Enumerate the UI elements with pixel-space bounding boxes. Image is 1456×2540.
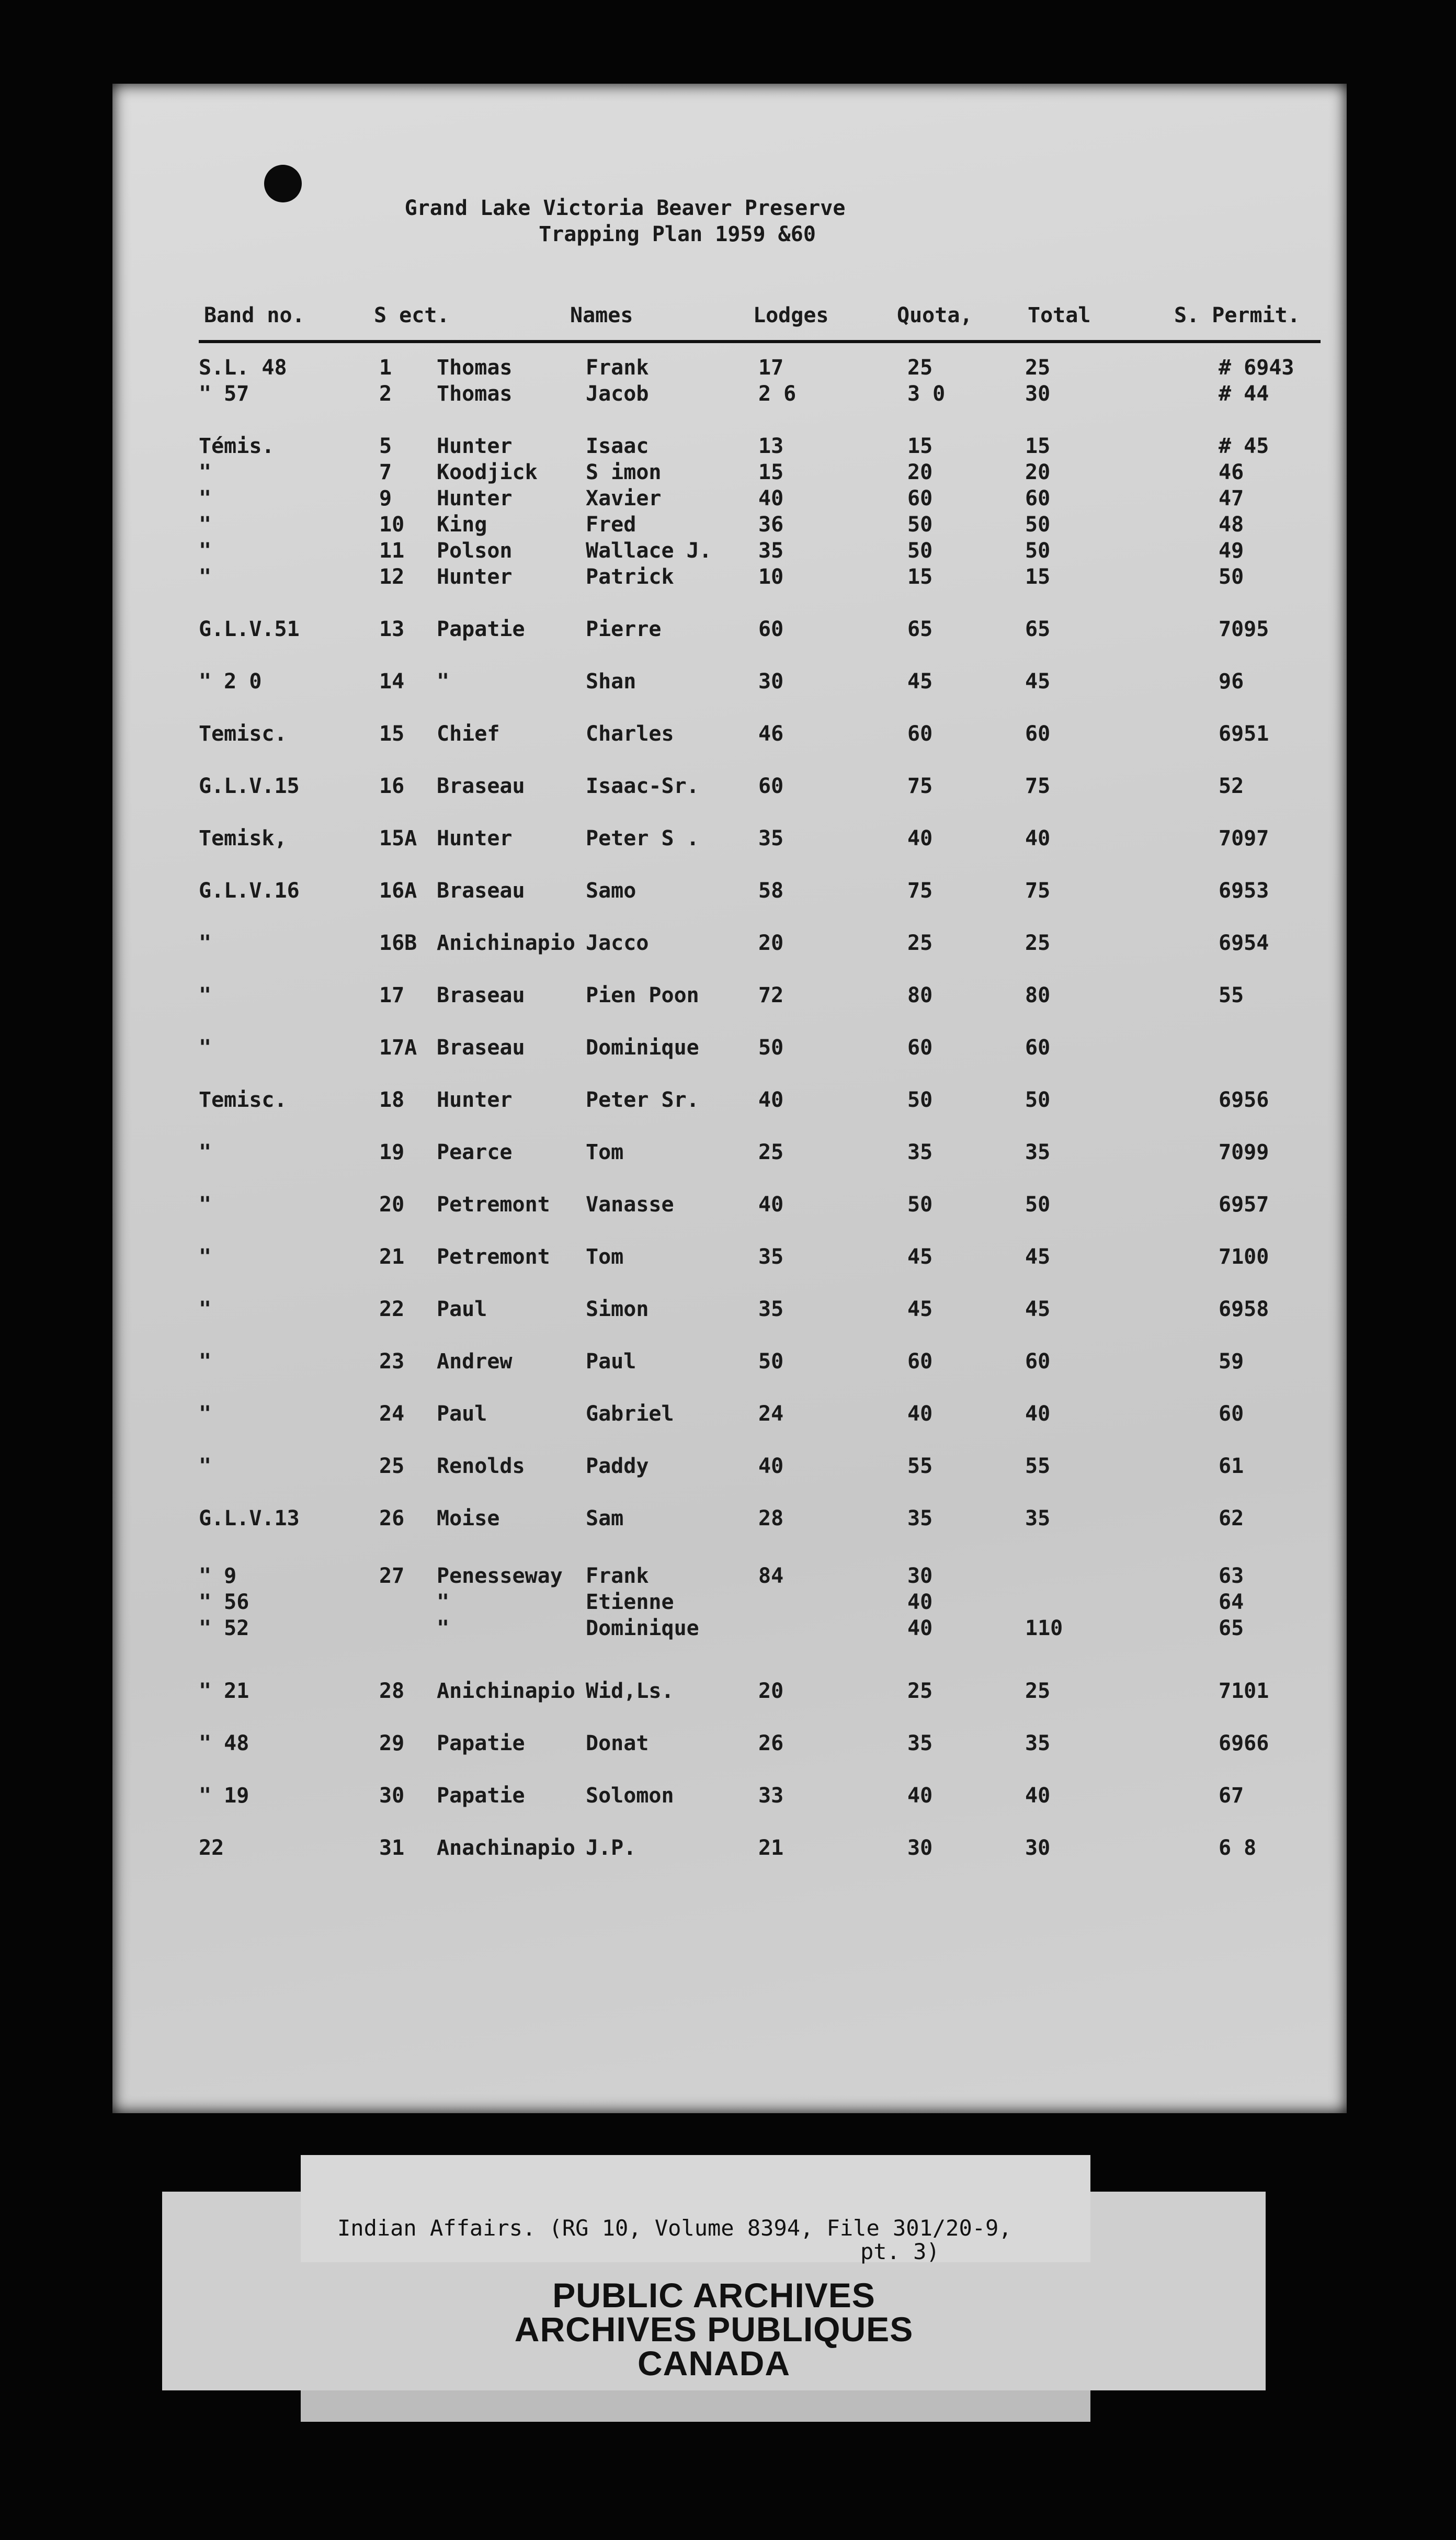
cell-total: 50: [1025, 1193, 1051, 1217]
cell-total: 40: [1025, 1784, 1051, 1808]
cell-surname: Anichinapio: [437, 1679, 575, 1703]
cell-surname: Anachinapio: [437, 1836, 575, 1860]
cell-sect: 1: [379, 356, 392, 380]
cell-total: 45: [1025, 670, 1051, 694]
cell-given-name: Frank: [586, 1564, 649, 1588]
cell-total: 35: [1025, 1140, 1051, 1164]
cell-permit: 7101: [1219, 1679, 1269, 1703]
cell-surname: Andrew: [437, 1350, 513, 1374]
cell-lodges: 25: [758, 1140, 784, 1164]
cell-given-name: Solomon: [586, 1784, 674, 1808]
cell-total: 20: [1025, 460, 1051, 484]
cell-quota: 55: [907, 1454, 933, 1478]
document-title: Grand Lake Victoria Beaver Preserve: [404, 196, 846, 220]
cell-sect: 14: [379, 670, 405, 694]
cell-band-no: " 52: [199, 1616, 249, 1640]
cell-surname: Petremont: [437, 1245, 550, 1269]
cell-lodges: 13: [758, 434, 784, 458]
cell-given-name: Tom: [586, 1140, 624, 1164]
cell-band-no: ": [199, 1245, 212, 1269]
cell-quota: 45: [907, 670, 933, 694]
cell-quota: 45: [907, 1297, 933, 1321]
cell-band-no: ": [199, 513, 212, 537]
cell-total: 30: [1025, 1836, 1051, 1860]
cell-permit: 6 8: [1219, 1836, 1257, 1860]
cell-lodges: 35: [758, 539, 784, 563]
cell-given-name: Wallace J.: [586, 539, 712, 563]
cell-quota: 40: [907, 1616, 933, 1640]
cell-band-no: ": [199, 460, 212, 484]
cell-lodges: 36: [758, 513, 784, 537]
cell-given-name: Samo: [586, 879, 636, 903]
header-quota: Quota,: [897, 303, 973, 327]
cell-lodges: 26: [758, 1731, 784, 1755]
cell-surname: Chief: [437, 722, 500, 746]
cell-band-no: ": [199, 983, 212, 1007]
cell-surname: Papatie: [437, 617, 525, 641]
cell-band-no: " 19: [199, 1784, 249, 1808]
cell-total: 55: [1025, 1454, 1051, 1478]
cell-permit: 60: [1219, 1402, 1244, 1426]
archive-reference-part: pt. 3): [860, 2239, 940, 2264]
cell-given-name: Jacob: [586, 382, 649, 406]
cell-band-no: 22: [199, 1836, 224, 1860]
cell-permit: 7097: [1219, 826, 1269, 851]
cell-surname: Hunter: [437, 1088, 513, 1112]
cell-quota: 25: [907, 931, 933, 955]
cell-quota: 60: [907, 1036, 933, 1060]
cell-quota: 50: [907, 539, 933, 563]
cell-lodges: 2 6: [758, 382, 797, 406]
cell-permit: 64: [1219, 1590, 1244, 1614]
cell-given-name: Dominique: [586, 1616, 699, 1640]
cell-sect: 19: [379, 1140, 405, 1164]
cell-sect: 17: [379, 983, 405, 1007]
cell-total: 25: [1025, 356, 1051, 380]
cell-lodges: 40: [758, 1088, 784, 1112]
cell-total: 50: [1025, 1088, 1051, 1112]
header-rule: [199, 340, 1321, 343]
cell-given-name: Paddy: [586, 1454, 649, 1478]
cell-permit: 6956: [1219, 1088, 1269, 1112]
cell-band-no: ": [199, 1402, 212, 1426]
cell-band-no: G.L.V.16: [199, 879, 300, 903]
cell-permit: 55: [1219, 983, 1244, 1007]
cell-total: 60: [1025, 722, 1051, 746]
cell-lodges: 20: [758, 1679, 784, 1703]
cell-total: 75: [1025, 879, 1051, 903]
cell-band-no: ": [199, 565, 212, 589]
cell-permit: 48: [1219, 513, 1244, 537]
cell-sect: 17A: [379, 1036, 417, 1060]
cell-band-no: " 21: [199, 1679, 249, 1703]
cell-given-name: Frank: [586, 356, 649, 380]
cell-lodges: 84: [758, 1564, 784, 1588]
cell-lodges: 15: [758, 460, 784, 484]
cell-permit: 61: [1219, 1454, 1244, 1478]
cell-sect: 16: [379, 774, 405, 798]
cell-given-name: Dominique: [586, 1036, 699, 1060]
cell-surname: Hunter: [437, 486, 513, 511]
header-band-no: Band no.: [204, 303, 305, 327]
cell-permit: # 6943: [1219, 356, 1294, 380]
cell-surname: Penesseway: [437, 1564, 563, 1588]
cell-permit: 67: [1219, 1784, 1244, 1808]
cell-quota: 75: [907, 879, 933, 903]
cell-sect: 29: [379, 1731, 405, 1755]
cell-permit: # 44: [1219, 382, 1269, 406]
cell-surname: Paul: [437, 1297, 487, 1321]
document-page: [112, 84, 1347, 2113]
cell-permit: 6957: [1219, 1193, 1269, 1217]
cell-surname: Polson: [437, 539, 513, 563]
cell-quota: 35: [907, 1140, 933, 1164]
cell-quota: 25: [907, 356, 933, 380]
cell-given-name: Pierre: [586, 617, 662, 641]
cell-lodges: 50: [758, 1036, 784, 1060]
cell-quota: 30: [907, 1836, 933, 1860]
cell-given-name: Isaac: [586, 434, 649, 458]
cell-quota: 45: [907, 1245, 933, 1269]
cell-permit: 96: [1219, 670, 1244, 694]
cell-surname: Petremont: [437, 1193, 550, 1217]
archive-reference: Indian Affairs. (RG 10, Volume 8394, File 301/20-9,: [337, 2215, 1012, 2241]
cell-permit: 7095: [1219, 617, 1269, 641]
label-strip: [301, 2390, 1090, 2422]
cell-permit: 63: [1219, 1564, 1244, 1588]
cell-band-no: G.L.V.51: [199, 617, 300, 641]
cell-given-name: Fred: [586, 513, 636, 537]
cell-total: 65: [1025, 617, 1051, 641]
cell-surname: ": [437, 670, 450, 694]
cell-quota: 35: [907, 1731, 933, 1755]
cell-sect: 18: [379, 1088, 405, 1112]
cell-quota: 75: [907, 774, 933, 798]
cell-sect: 2: [379, 382, 392, 406]
cell-quota: 50: [907, 513, 933, 537]
cell-given-name: S imon: [586, 460, 662, 484]
cell-given-name: Etienne: [586, 1590, 674, 1614]
stamp-line-1: PUBLIC ARCHIVES: [552, 2276, 875, 2315]
header-permit: S. Permit.: [1174, 303, 1300, 327]
cell-band-no: ": [199, 1297, 212, 1321]
cell-lodges: 35: [758, 1245, 784, 1269]
cell-permit: 47: [1219, 486, 1244, 511]
cell-sect: 21: [379, 1245, 405, 1269]
cell-surname: Papatie: [437, 1784, 525, 1808]
cell-total: 25: [1025, 1679, 1051, 1703]
cell-total: 50: [1025, 539, 1051, 563]
cell-surname: Renolds: [437, 1454, 525, 1478]
cell-total: 75: [1025, 774, 1051, 798]
cell-quota: 50: [907, 1193, 933, 1217]
cell-permit: 6951: [1219, 722, 1269, 746]
cell-surname: Pearce: [437, 1140, 513, 1164]
cell-permit: # 45: [1219, 434, 1269, 458]
cell-total: 35: [1025, 1731, 1051, 1755]
cell-lodges: 60: [758, 617, 784, 641]
cell-band-no: Temisk,: [199, 826, 287, 851]
cell-total: 110: [1025, 1616, 1063, 1640]
cell-lodges: 60: [758, 774, 784, 798]
cell-quota: 3 0: [907, 382, 946, 406]
cell-surname: Braseau: [437, 1036, 525, 1060]
cell-lodges: 46: [758, 722, 784, 746]
cell-lodges: 40: [758, 1193, 784, 1217]
cell-sect: 31: [379, 1836, 405, 1860]
cell-given-name: Simon: [586, 1297, 649, 1321]
cell-given-name: Patrick: [586, 565, 674, 589]
cell-given-name: Pien Poon: [586, 983, 699, 1007]
cell-sect: 16B: [379, 931, 417, 955]
cell-quota: 40: [907, 1402, 933, 1426]
cell-quota: 40: [907, 1590, 933, 1614]
cell-given-name: Charles: [586, 722, 674, 746]
cell-given-name: Sam: [586, 1506, 624, 1530]
cell-sect: 15A: [379, 826, 417, 851]
header-names: Names: [570, 303, 633, 327]
cell-sect: 26: [379, 1506, 405, 1530]
cell-sect: 25: [379, 1454, 405, 1478]
cell-total: 30: [1025, 382, 1051, 406]
cell-band-no: ": [199, 1454, 212, 1478]
cell-lodges: 28: [758, 1506, 784, 1530]
cell-given-name: Gabriel: [586, 1402, 674, 1426]
cell-given-name: Shan: [586, 670, 636, 694]
cell-total: 25: [1025, 931, 1051, 955]
cell-lodges: 33: [758, 1784, 784, 1808]
cell-permit: 6954: [1219, 931, 1269, 955]
cell-given-name: Donat: [586, 1731, 649, 1755]
cell-band-no: ": [199, 931, 212, 955]
cell-band-no: ": [199, 1193, 212, 1217]
cell-total: 40: [1025, 1402, 1051, 1426]
cell-lodges: 72: [758, 983, 784, 1007]
cell-surname: Hunter: [437, 565, 513, 589]
cell-sect: 28: [379, 1679, 405, 1703]
cell-permit: 7100: [1219, 1245, 1269, 1269]
cell-surname: Thomas: [437, 382, 513, 406]
cell-band-no: Témis.: [199, 434, 275, 458]
cell-total: 15: [1025, 565, 1051, 589]
cell-sect: 10: [379, 513, 405, 537]
cell-lodges: 50: [758, 1350, 784, 1374]
cell-surname: Braseau: [437, 774, 525, 798]
cell-total: 50: [1025, 513, 1051, 537]
cell-surname: Moise: [437, 1506, 500, 1530]
cell-sect: 24: [379, 1402, 405, 1426]
cell-given-name: Vanasse: [586, 1193, 674, 1217]
cell-permit: 52: [1219, 774, 1244, 798]
cell-quota: 15: [907, 434, 933, 458]
cell-lodges: 10: [758, 565, 784, 589]
cell-total: 40: [1025, 826, 1051, 851]
cell-surname: ": [437, 1616, 450, 1640]
cell-surname: Papatie: [437, 1731, 525, 1755]
cell-surname: Hunter: [437, 434, 513, 458]
cell-band-no: ": [199, 1350, 212, 1374]
cell-total: 60: [1025, 1350, 1051, 1374]
cell-lodges: 58: [758, 879, 784, 903]
cell-surname: Koodjick: [437, 460, 538, 484]
cell-lodges: 35: [758, 1297, 784, 1321]
cell-sect: 20: [379, 1193, 405, 1217]
cell-sect: 23: [379, 1350, 405, 1374]
cell-quota: 15: [907, 565, 933, 589]
cell-sect: 27: [379, 1564, 405, 1588]
cell-quota: 25: [907, 1679, 933, 1703]
cell-lodges: 30: [758, 670, 784, 694]
cell-permit: 49: [1219, 539, 1244, 563]
cell-quota: 30: [907, 1564, 933, 1588]
stamp-line-3: CANADA: [638, 2344, 790, 2383]
cell-band-no: G.L.V.13: [199, 1506, 300, 1530]
cell-band-no: ": [199, 486, 212, 511]
cell-band-no: Temisc.: [199, 1088, 287, 1112]
cell-lodges: 35: [758, 826, 784, 851]
cell-sect: 16A: [379, 879, 417, 903]
cell-total: 80: [1025, 983, 1051, 1007]
cell-quota: 60: [907, 1350, 933, 1374]
cell-lodges: 20: [758, 931, 784, 955]
cell-sect: 9: [379, 486, 392, 511]
cell-lodges: 24: [758, 1402, 784, 1426]
cell-given-name: Wid,Ls.: [586, 1679, 674, 1703]
cell-quota: 80: [907, 983, 933, 1007]
cell-total: 45: [1025, 1297, 1051, 1321]
cell-surname: Paul: [437, 1402, 487, 1426]
cell-band-no: ": [199, 1140, 212, 1164]
cell-surname: Braseau: [437, 879, 525, 903]
cell-quota: 40: [907, 1784, 933, 1808]
header-lodges: Lodges: [753, 303, 829, 327]
cell-band-no: G.L.V.15: [199, 774, 300, 798]
header-sect: S ect.: [374, 303, 450, 327]
cell-sect: 7: [379, 460, 392, 484]
stamp-line-2: ARCHIVES PUBLIQUES: [514, 2310, 914, 2349]
cell-permit: 6966: [1219, 1731, 1269, 1755]
cell-sect: 13: [379, 617, 405, 641]
cell-band-no: " 57: [199, 382, 249, 406]
cell-band-no: " 9: [199, 1564, 237, 1588]
cell-permit: 59: [1219, 1350, 1244, 1374]
cell-band-no: S.L. 48: [199, 356, 287, 380]
cell-surname: Thomas: [437, 356, 513, 380]
cell-band-no: " 2 0: [199, 670, 262, 694]
cell-given-name: J.P.: [586, 1836, 636, 1860]
cell-sect: 11: [379, 539, 405, 563]
cell-sect: 22: [379, 1297, 405, 1321]
cell-permit: 65: [1219, 1616, 1244, 1640]
cell-quota: 50: [907, 1088, 933, 1112]
cell-given-name: Jacco: [586, 931, 649, 955]
cell-quota: 20: [907, 460, 933, 484]
cell-permit: 6953: [1219, 879, 1269, 903]
cell-band-no: ": [199, 539, 212, 563]
cell-sect: 30: [379, 1784, 405, 1808]
cell-permit: 6958: [1219, 1297, 1269, 1321]
cell-given-name: Tom: [586, 1245, 624, 1269]
cell-quota: 40: [907, 826, 933, 851]
cell-band-no: Temisc.: [199, 722, 287, 746]
cell-surname: King: [437, 513, 487, 537]
cell-band-no: ": [199, 1036, 212, 1060]
cell-quota: 60: [907, 722, 933, 746]
cell-sect: 12: [379, 565, 405, 589]
cell-permit: 46: [1219, 460, 1244, 484]
cell-sect: 15: [379, 722, 405, 746]
cell-permit: 50: [1219, 565, 1244, 589]
cell-surname: Hunter: [437, 826, 513, 851]
cell-band-no: " 56: [199, 1590, 249, 1614]
cell-surname: Anichinapio: [437, 931, 575, 955]
archive-label: [301, 2155, 1090, 2262]
cell-total: 60: [1025, 1036, 1051, 1060]
cell-lodges: 40: [758, 1454, 784, 1478]
cell-given-name: Peter Sr.: [586, 1088, 699, 1112]
cell-quota: 60: [907, 486, 933, 511]
cell-surname: ": [437, 1590, 450, 1614]
cell-lodges: 21: [758, 1836, 784, 1860]
cell-lodges: 17: [758, 356, 784, 380]
cell-quota: 35: [907, 1506, 933, 1530]
cell-permit: 62: [1219, 1506, 1244, 1530]
cell-total: 15: [1025, 434, 1051, 458]
cell-given-name: Xavier: [586, 486, 662, 511]
cell-given-name: Paul: [586, 1350, 636, 1374]
cell-given-name: Peter S .: [586, 826, 699, 851]
cell-total: 60: [1025, 486, 1051, 511]
cell-sect: 5: [379, 434, 392, 458]
cell-permit: 7099: [1219, 1140, 1269, 1164]
document-subtitle: Trapping Plan 1959 &60: [539, 222, 816, 246]
cell-quota: 65: [907, 617, 933, 641]
header-total: Total: [1028, 303, 1091, 327]
cell-given-name: Isaac-Sr.: [586, 774, 699, 798]
cell-lodges: 40: [758, 486, 784, 511]
cell-band-no: " 48: [199, 1731, 249, 1755]
cell-surname: Braseau: [437, 983, 525, 1007]
cell-total: 45: [1025, 1245, 1051, 1269]
cell-total: 35: [1025, 1506, 1051, 1530]
